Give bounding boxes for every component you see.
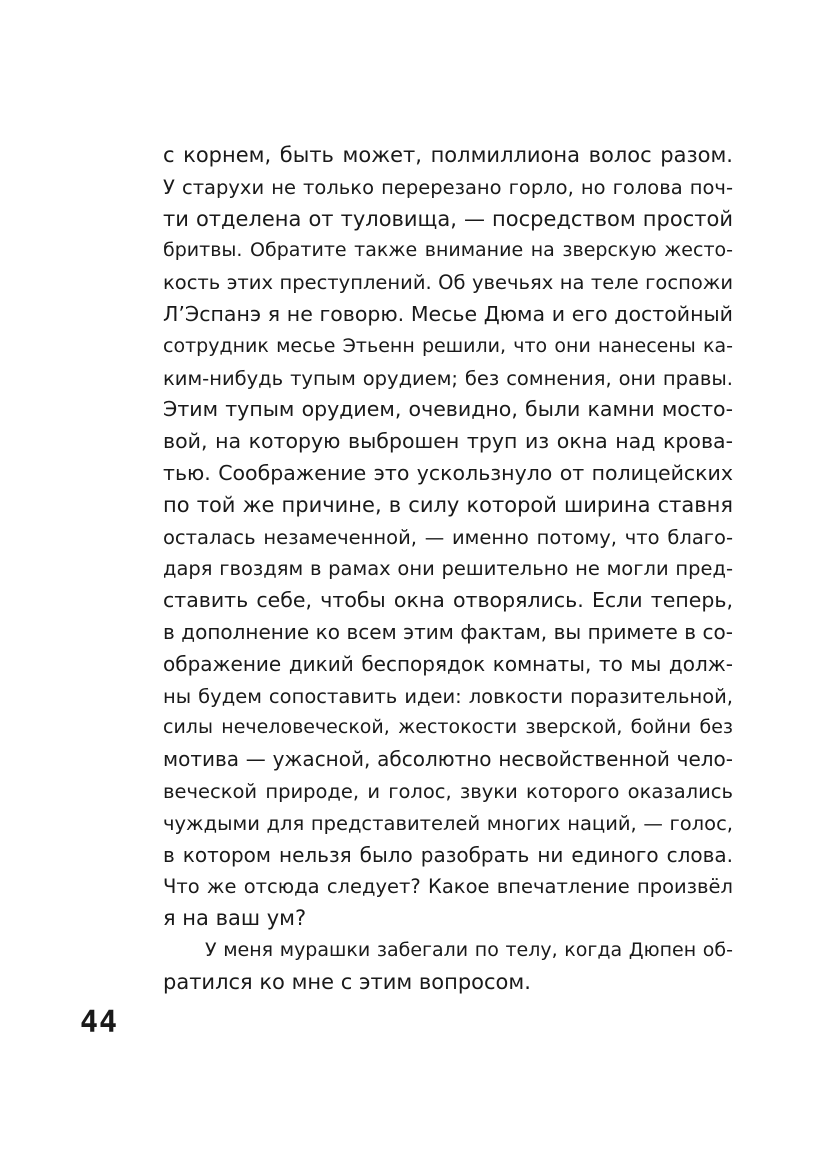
text-line: чуждыми для представителей многих наций, — голос, bbox=[163, 811, 733, 835]
text-line: ким-нибудь тупым орудием; без сомнения, они правы. bbox=[163, 366, 733, 390]
text-line: мотива — ужасной, абсолютно несвойственной чело- bbox=[163, 747, 733, 772]
text-line: Этим тупым орудием, очевидно, были камни мосто- bbox=[163, 397, 733, 422]
text-line: в дополнение ко всем этим фактам, вы примете в со- bbox=[163, 619, 733, 644]
text-line: тью. Соображение это ускользнуло от полицейских bbox=[163, 460, 733, 485]
text-line: сотрудник месье Этьенн решили, что они нанесены ка- bbox=[163, 334, 733, 357]
text-line: ны будем сопоставить идеи: ловкости поразительной, bbox=[163, 684, 733, 708]
text-line: силы нечеловеческой, жестокости зверской, бойни без bbox=[163, 716, 733, 739]
text-line: ставить себе, чтобы окна отворялись. Если теперь, bbox=[163, 588, 733, 613]
text-line: осталась незамеченной, — именно потому, что благо- bbox=[163, 525, 733, 549]
text-line: я на ваш ум? bbox=[163, 906, 307, 931]
body-text bbox=[163, 140, 733, 999]
text-line: ратился ко мне с этим вопросом. bbox=[163, 969, 531, 994]
text-line: в котором нельзя было разобрать ни единого слова. bbox=[163, 842, 733, 867]
text-line: веческой природе, и голос, звуки которого оказались bbox=[163, 779, 733, 803]
text-line: вой, на которую выброшен труп из окна над крова- bbox=[163, 429, 733, 454]
text-line: бритвы. Обратите также внимание на зверскую жесто- bbox=[163, 239, 733, 262]
page-number: 44 bbox=[80, 1005, 119, 1040]
text-line: У меня мурашки забегали по телу, когда Дюпен об- bbox=[205, 938, 733, 961]
text-line: ображение дикий беспорядок комнаты, то мы долж- bbox=[163, 651, 733, 676]
text-line: ти отделена от туловища, — посредством простой bbox=[163, 206, 733, 231]
paragraph-2 bbox=[163, 935, 733, 999]
text-line: Что же отсюда следует? Какое впечатление произвёл bbox=[163, 875, 733, 899]
text-line: Л’Эспанэ я не говорю. Месье Дюма и его достойный bbox=[163, 301, 733, 326]
text-line: даря гвоздям в рамах они решительно не могли пред- bbox=[163, 557, 733, 581]
text-line: с корнем, быть может, полмиллиона волос разом. bbox=[163, 143, 733, 167]
text-line: У старухи не только перерезано горло, но голова поч- bbox=[163, 175, 733, 199]
text-line: кость этих преступлений. Об увечьях на теле госпожи bbox=[163, 271, 733, 295]
paragraph-1 bbox=[163, 140, 733, 935]
text-line: по той же причине, в силу которой ширина ставня bbox=[163, 492, 733, 517]
